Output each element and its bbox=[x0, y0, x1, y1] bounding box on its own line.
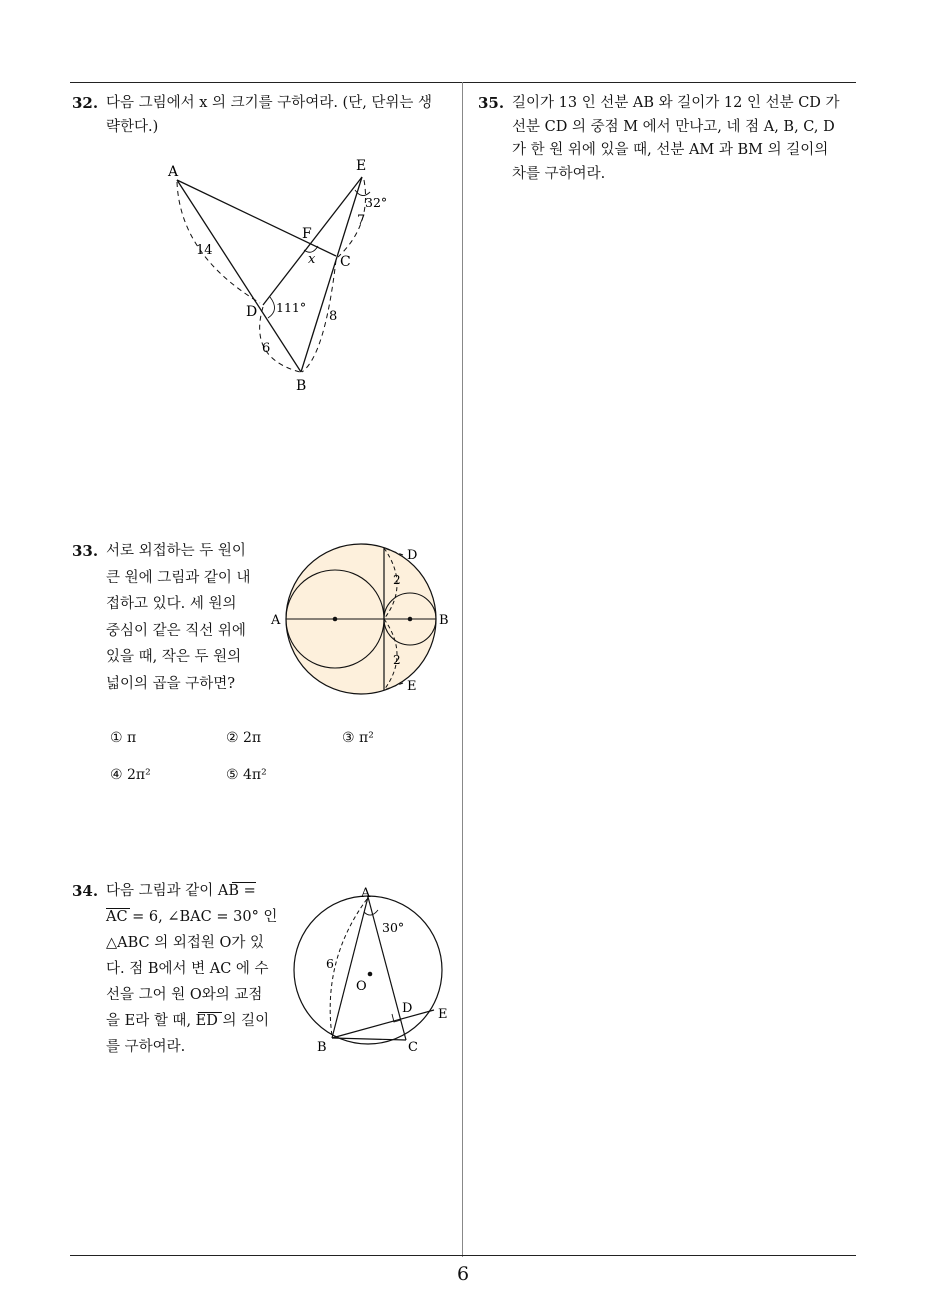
overline-ED bbox=[198, 1012, 222, 1013]
length-label-CB: 8 bbox=[329, 309, 338, 324]
angle-label-x: x bbox=[308, 252, 316, 267]
point-label-E: E bbox=[438, 1007, 448, 1022]
point-label-D: D bbox=[246, 304, 258, 320]
problem-number: 33. bbox=[72, 542, 99, 560]
choice-5[interactable]: ⑤ 4π² bbox=[226, 767, 267, 783]
problem-33 bbox=[72, 538, 272, 697]
point-label-E: E bbox=[407, 679, 417, 694]
problem-text-line: 길이가 13 인 선분 AB 와 길이가 12 인 선분 CD 가 bbox=[512, 95, 840, 111]
angle-label-D: 111° bbox=[276, 300, 307, 315]
choice-2[interactable]: ② 2π bbox=[226, 730, 262, 746]
length-label-EC: 7 bbox=[357, 213, 366, 228]
choice-4[interactable]: ④ 2π² bbox=[110, 767, 151, 783]
point-label-O: O bbox=[356, 979, 367, 994]
point-label-A: A bbox=[361, 886, 371, 901]
point-label-B: B bbox=[439, 613, 449, 628]
choice-3[interactable]: ③ π² bbox=[342, 730, 374, 746]
problem-text-line: 중심이 같은 직선 위에 bbox=[106, 622, 246, 639]
overline-AB bbox=[232, 882, 256, 883]
problem-text-line: 있을 때, 작은 두 원의 bbox=[106, 649, 242, 665]
length-label-bottom: 2 bbox=[393, 653, 401, 667]
problem-number: 34. bbox=[72, 882, 99, 900]
bottom-rule bbox=[70, 1255, 856, 1256]
point-label-E: E bbox=[356, 158, 367, 174]
point-label-B: B bbox=[296, 378, 307, 394]
page-number: 6 bbox=[456, 1263, 470, 1285]
top-rule bbox=[70, 82, 856, 83]
problem-text-line: 넓이의 곱을 구하면? bbox=[106, 675, 236, 692]
figure-33 bbox=[268, 540, 458, 700]
point-label-A: A bbox=[168, 164, 179, 180]
problem-text-line: 를 구하여라. bbox=[106, 1039, 186, 1055]
problem-text-line: 다음 그림과 같이 AB = bbox=[106, 883, 256, 899]
length-label-top: 2 bbox=[393, 573, 401, 587]
choices-33 bbox=[110, 730, 450, 790]
problem-text-line: 다음 그림에서 x 의 크기를 구하여라. (단, 단위는 생 bbox=[106, 95, 433, 111]
point-label-C: C bbox=[408, 1040, 418, 1055]
point-label-D: D bbox=[402, 1001, 413, 1016]
problem-text-line: 략한다.) bbox=[106, 118, 159, 135]
point-label-A: A bbox=[271, 613, 281, 628]
figure-34 bbox=[290, 880, 460, 1060]
problem-text-line: 접하고 있다. 세 원의 bbox=[106, 596, 237, 612]
problem-text-line: 선을 그어 원 O와의 교점 bbox=[106, 987, 263, 1003]
length-label-AD: 14 bbox=[196, 243, 213, 258]
point-label-C: C bbox=[340, 254, 351, 270]
problem-text-line: 다. 점 B에서 변 AC 에 수 bbox=[106, 961, 269, 977]
problem-number: 35. bbox=[478, 94, 505, 112]
problem-32 bbox=[72, 92, 458, 139]
problem-text-line: 큰 원에 그림과 같이 내 bbox=[106, 569, 251, 586]
problem-34 bbox=[72, 878, 282, 1060]
overline-AC bbox=[106, 908, 130, 909]
choice-1[interactable]: ① π bbox=[110, 730, 137, 746]
problem-text-line: 가 한 원 위에 있을 때, 선분 AM 과 BM 의 길이의 bbox=[512, 142, 829, 158]
length-label-AB: 6 bbox=[326, 956, 334, 971]
point-label-B: B bbox=[317, 1040, 327, 1055]
point-label-D: D bbox=[407, 548, 418, 563]
column-divider bbox=[462, 82, 463, 1257]
problem-text-line: 서로 외접하는 두 원이 bbox=[106, 543, 246, 559]
problem-text-line: 을 E라 할 때, ED 의 길이 bbox=[106, 1013, 270, 1029]
problem-number: 32. bbox=[72, 94, 99, 112]
problem-text-line: AC = 6, ∠BAC = 30° 인 bbox=[106, 909, 278, 925]
angle-label-A: 30° bbox=[382, 920, 405, 935]
figure-32 bbox=[150, 150, 410, 400]
angle-label-E: 32° bbox=[365, 195, 388, 210]
length-label-DB: 6 bbox=[262, 341, 271, 356]
problem-text-line: △ABC 의 외접원 O가 있 bbox=[106, 935, 265, 951]
point-label-F: F bbox=[302, 226, 312, 242]
problem-text-line: 선분 CD 의 중점 M 에서 만나고, 네 점 A, B, C, D bbox=[512, 118, 835, 135]
problem-text-line: 차를 구하여라. bbox=[512, 165, 606, 182]
problem-35 bbox=[478, 92, 858, 186]
